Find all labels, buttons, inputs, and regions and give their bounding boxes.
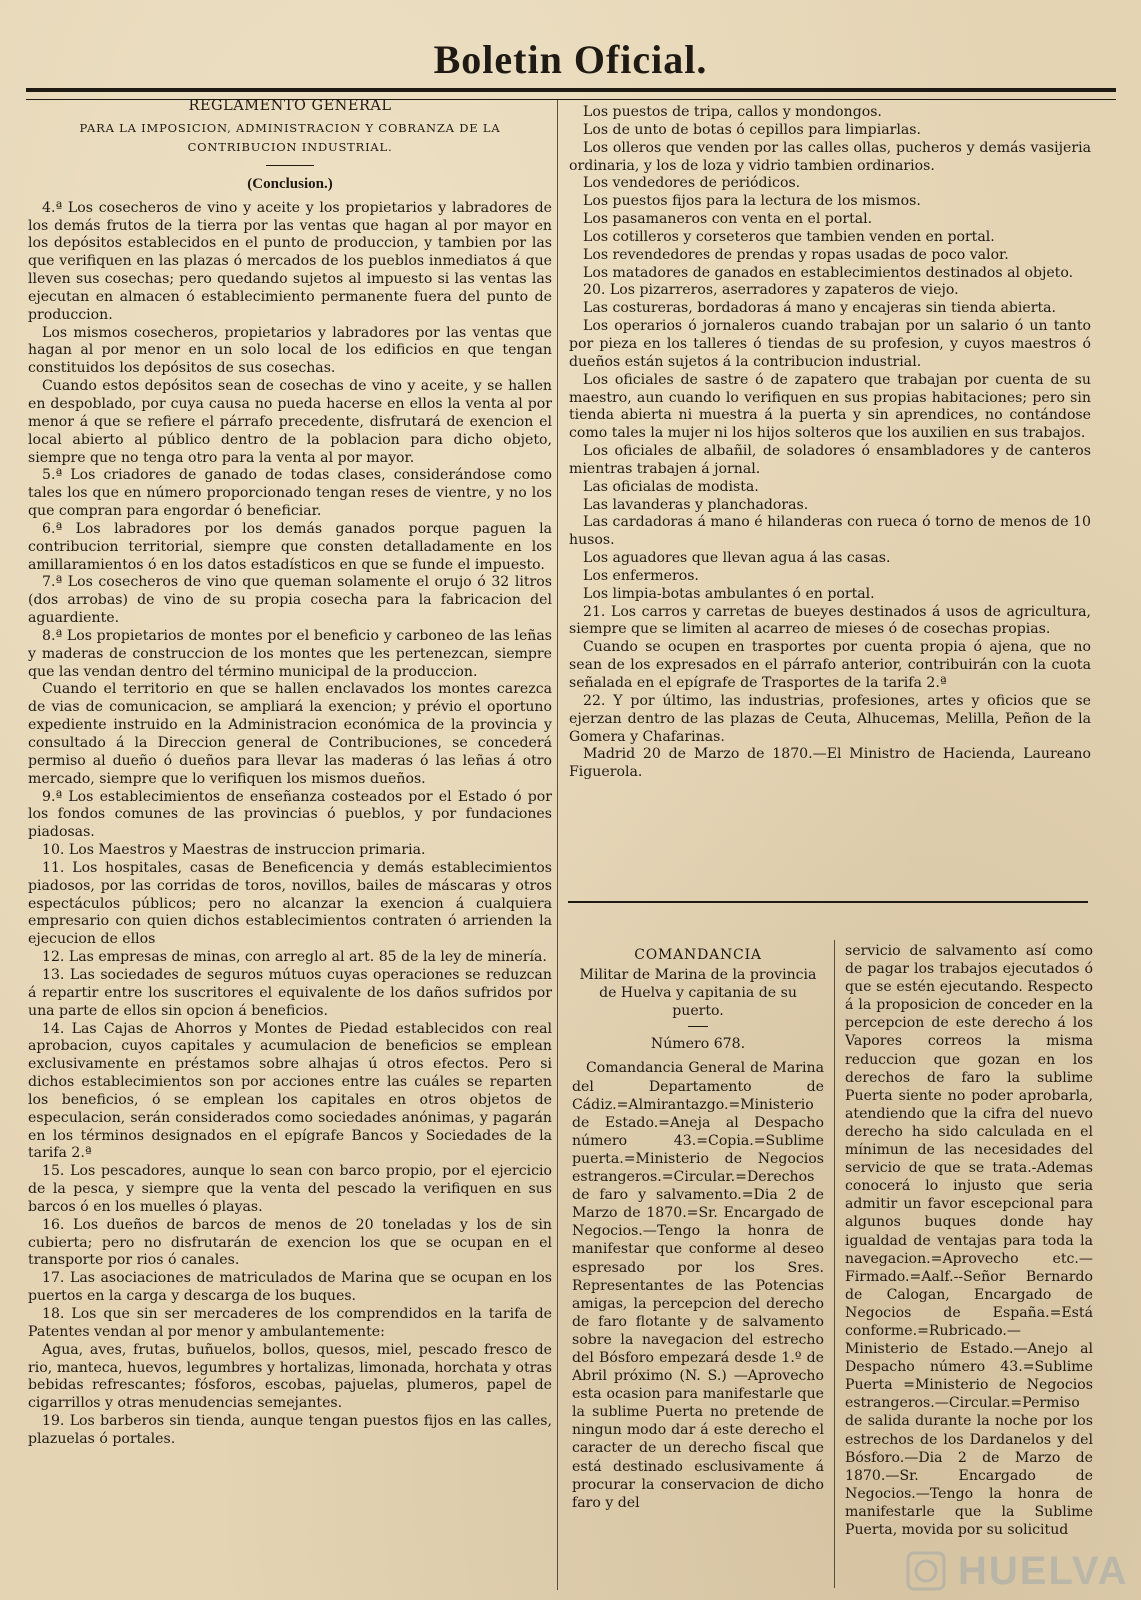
column-divider	[557, 100, 558, 1590]
conclusion-heading: (Conclusion.)	[247, 175, 333, 192]
article-paragraph: Los operarios ó jornaleros cuando trabajan por un salario ó un tanto por pieza en los talleres ó tiendas de su profesion, y cuyos maestros ó dueños están sujetos á la contribucion industrial.	[569, 318, 1091, 370]
masthead-title: Boletin Oficial.	[433, 37, 708, 82]
article-paragraph: 19. Los barberos sin tienda, aunque tengan puestos fijos en las calles, plazuelas ó portales.	[28, 1413, 552, 1447]
comandancia-number: Número 678.	[650, 1036, 746, 1053]
article-paragraph: Cuando el territorio en que se hallen enclavados los montes carezca de vias de comunicacion, se ampliará la exencion; y prévio el oportuno expediente instruido en la Administracion económica de la provincia y consultado á la Direccion general de Contribuciones, se concederá permiso al dueño ó dueños para llevar las maderas ó las leñas á otro mercado, siempre que lo verifiquen los mismos dueños.	[28, 681, 552, 787]
comandancia-left-column	[572, 946, 824, 1512]
article-paragraph: 21. Los carros y carretas de bueyes destinados á usos de agricultura, siempre que se limiten al acarreo de mieses ó de cosechas propias.	[569, 603, 1091, 638]
article-paragraph: 4.ª Los cosecheros de vino y aceite y los propietarios y labradores de los demás frutos de la tierra por las ventas que hagan al por mayor en los depósitos establecidos en el punto de produccion, y tambien por las que verifiquen en las plazas ó mercados de los pueblos inmediatos á que lleven sus cosechas; pero quedando sujetos al impuesto si las ventas las ejecutan en almacen ó establecimiento permanente fuera del punto de produccion.	[28, 199, 552, 323]
article-paragraph: Cuando se ocupen en trasportes por cuenta propia ó ajena, que no sean de los expresados en el párrafo anterior, contribuirán con la cuota señalada en el epígrafe de Trasportes de la tarifa 2.ª	[569, 639, 1091, 691]
article-paragraph: Los olleros que venden por las calles ollas, pucheros y demás vasijeria ordinaria, y los de loza y vidrio tambien ordinarios.	[569, 139, 1091, 174]
comandancia-text-right: servicio de salvamento así como de pagar los trabajos ejecutados ó que se estén ejecutando. Respecto á la proposicion de conceder en la percepcion de este derecho á los Vapores correos la misma reduccion que gozan en los derechos de faro la sublime Puerta siente no poder aprobarla, atendiendo que la cifra del nuevo derecho ha sido calculada en el mínimun de las necesidades del servicio de que se trata.-Ademas conocerá lo injusto que seria admitir un favor escepcional para algunos buques donde hay igualdad de ventajas para toda la navegacion.=Aprovecho etc.—Firmado.=Aalf.--Señor Bernardo de Calogan, Encargado de Negocios de España.=Está conforme.=Rubricado.—Ministerio de Estado.—Anejo al Despacho número 43.=Sublime Puerta =Ministerio de Negocios estrangeros.—Circular.=Permiso de salida durante la noche por los estrechos de los Dardanelos y del Bósforo.—Dia 2 de Marzo de 1870.—Sr. Encargado de Negocios.—Tengo la honra de manifestarle que la Sublime Puerta, movida por su solicitud	[845, 943, 1093, 1538]
article-paragraph: Agua, aves, frutas, buñuelos, bollos, quesos, miel, pescado fresco de rio, manteca, huevos, legumbres y hortalizas, limonada, horchata y otras bebidas refrescantes; fósforos, escobas, pajuelas, plumeros, papel de cigarrillos y otras menudencias semejantes.	[28, 1341, 552, 1412]
comandancia-subtitle: Militar de Marina de la provincia de Huelva y capitania de su puerto.	[579, 967, 817, 1020]
article-paragraph: Los pasamaneros con venta en el portal.	[583, 211, 873, 228]
section-separator	[568, 901, 1088, 903]
article-paragraph: Los oficiales de albañil, de soladores ó ensambladores y de canteros mientras trabajen á jornal.	[569, 443, 1091, 477]
article-paragraph: 22. Y por último, las industrias, profesiones, artes y oficios que se ejerzan dentro de las plazas de Ceuta, Alhucemas, Melilla, Peñon de la Gomera y Chafarinas.	[569, 692, 1091, 745]
article-paragraph: Los puestos fijos para la lectura de los mismos.	[583, 193, 921, 210]
article-paragraph: 20. Los pizarreros, aserradores y zapateros de viejo.	[583, 282, 959, 299]
article-paragraph: Los enfermeros.	[583, 567, 699, 584]
article-paragraph: 15. Los pescadores, aunque lo sean con barco propio, por el ejercicio de la pesca, y siempre que la venta del pescado la verifiquen en sus barcos ó en los muelles ó playas.	[28, 1163, 552, 1215]
article-paragraph: Los cotilleros y corseteros que tambien venden en portal.	[583, 228, 995, 245]
comandancia-title: COMANDANCIA	[634, 947, 762, 963]
huelva-watermark	[904, 1545, 1134, 1597]
article-paragraph: Los mismos cosecheros, propietarios y labradores por las ventas que hagan al por menor en un solo local de los edificios en que tengan constituidos los depósitos de sus cosechas.	[28, 324, 552, 377]
article-paragraph: 8.ª Los propietarios de montes por el beneficio y carboneo de las leñas y maderas de construccion de los montes que les pertenezcan, siempre que las vendan dentro del término municipal de la produccion.	[28, 627, 552, 680]
article-paragraph: 7.ª Los cosecheros de vino que queman solamente el orujo ó 32 litros (dos arrobas) de vino de su propia cosecha para la fabricacion del aguardiente.	[28, 574, 552, 627]
article-paragraph: Las oficialas de modista.	[583, 478, 759, 495]
article-paragraph: Las cardadoras á mano é hilanderas con rueca ó torno de menos de 10 husos.	[569, 514, 1091, 549]
article-paragraph: Los limpia-botas ambulantes ó en portal.	[583, 585, 875, 602]
watermark-text: HUELVA	[958, 1548, 1129, 1593]
article-paragraph: Los matadores de ganados en establecimientos destinados al objeto.	[583, 264, 1074, 281]
article-paragraph: 18. Los que sin ser mercaderes de los comprendidos en la tarifa de Patentes vendan al por menor y ambulantemente:	[28, 1306, 552, 1340]
article-paragraph: 17. Las asociaciones de matriculados de Marina que se ocupan en los puertos en la carga y descarga de los buques.	[28, 1270, 552, 1305]
article-paragraph: 13. Las sociedades de seguros mútuos cuyas operaciones se reduzcan á repartir entre los suscritores el equivalente de los daños sufridos por una parte de ellos sin opcion á beneficios.	[28, 966, 552, 1019]
comandancia-divider	[834, 940, 835, 1588]
article-paragraph: 16. Los dueños de barcos de menos de 20 toneladas y los de sin cubierta; pero no disfrutarán de exencion los que se ocupan en el transporte por rios ó canales.	[28, 1216, 552, 1269]
article-paragraph: Las lavanderas y planchadoras.	[583, 496, 809, 513]
title-rule	[266, 165, 314, 166]
right-column	[569, 104, 1091, 782]
article-paragraph: Las costureras, bordadoras á mano y encajeras sin tienda abierta.	[583, 300, 1057, 317]
article-paragraph: 6.ª Los labradores por los demás ganados porque paguen la contribucion territorial, siempre que consten detalladamente en los amillaramientos ó en los datos estadísticos en que se funde el impuesto.	[28, 520, 552, 573]
article-paragraph: Los revendedores de prendas y ropas usadas de poco valor.	[583, 246, 1009, 263]
minister-signature: Madrid 20 de Marzo de 1870.—El Ministro de Hacienda, Laureano Figuerola.	[569, 746, 1091, 781]
article-paragraph: 11. Los hospitales, casas de Beneficencia y demás establecimientos piadosos, por las corridas de toros, novillos, bailes de máscaras y otros espectáculos públicos; pero no alcanzar la exencion á cualquiera empresario con quien dichos establecimientos contraten ó arrienden la ejecucion de ellos	[28, 859, 552, 948]
crest-icon	[904, 1549, 948, 1593]
comandancia-right-column	[845, 942, 1093, 1539]
left-column	[28, 98, 552, 1449]
article-paragraph: Los puestos de tripa, callos y mondongos.	[583, 104, 882, 120]
comandancia-rule	[688, 1026, 708, 1027]
regulation-title: REGLAMENTO GENERAL	[188, 98, 392, 114]
article-paragraph: Cuando estos depósitos sean de cosechas de vino y aceite, y se hallen en despoblado, por cuya causa no pueda hacerse en ellos la venta al por menor á que se refiere el párrafo precedente, disfrutará de exencion el local abierto al público dentro de la poblacion para dicho objeto, siempre que no tenga otro para la venta al por mayor.	[28, 378, 552, 466]
regulation-subtitle: PARA LA IMPOSICION, ADMINISTRACION Y COBRANZA DE LA CONTRIBUCION INDUSTRIAL.	[79, 120, 501, 154]
article-paragraph: 10. Los Maestros y Maestras de instruccion primaria.	[42, 842, 426, 859]
article-paragraph: 14. Las Cajas de Ahorros y Montes de Piedad establecidos con real aprobacion, cuyos capitales y acumulacion de beneficios se emplean exclusivamente en préstamos sobre alhajas ú otros efectos. Pero si dichos establecimientos son por acciones entre las cuáles se reparten los beneficios, ó se emplean los capitales en otros objetos de especulacion, serán considerados como sociedades anónimas, y pagarán en los términos designados en el epígrafe Bancos y Sociedades de la tarifa 2.ª	[28, 1020, 552, 1162]
article-paragraph: Los de unto de botas ó cepillos para limpiarlas.	[583, 121, 921, 138]
article-paragraph: Los aguadores que llevan agua á las casas.	[583, 550, 891, 567]
article-paragraph: 5.ª Los criadores de ganado de todas clases, considerándose como tales los que en número proporcionado tengan reses de vientre, y no los que compran para engordar ó beneficiar.	[28, 467, 552, 520]
article-paragraph: Los oficiales de sastre ó de zapatero que trabajan por cuenta de su maestro, aun cuando lo verifiquen en sus propias habitaciones; pero sin tienda abierta ni muestra á la puerta y sin aprendices, no contándose como tales la mujer ni los hijos solteros que los auxilien en sus trabajos.	[569, 371, 1091, 442]
article-paragraph: Los vendedores de periódicos.	[583, 175, 801, 192]
article-paragraph: 12. Las empresas de minas, con arreglo al art. 85 de la ley de minería.	[42, 949, 547, 966]
comandancia-text-left: Comandancia General de Marina del Departamento de Cádiz.=Almirantazgo.=Ministerio de Estado.=Aneja al Despacho número 43.=Copia.=Sublime puerta.=Ministerio de Negocios estrangeros.=Circular.=Derechos de faro y salvamento.=Dia 2 de Marzo de 1870.=Sr. Encargado de Negocios.—Tengo la honra de manifestar que conforme al deseo espresado por los Sres. Representantes de las Potencias amigas, la percepcion del derecho de faro flotante y de salvamento sobre la navegacion del estrecho del Bósforo empezará desde 1.º de Abril próximo (N. S.) —Aprovecho esta ocasion para manifestarle que la sublime Puerta no pretende de ningun modo dar á este derecho el caracter de un derecho fiscal que está destinado esclusivamente á procurar la conservacion de dicho faro y del	[572, 1060, 824, 1511]
article-paragraph: 9.ª Los establecimientos de enseñanza costeados por el Estado ó por los fondos comunes de las provincias ó pueblos, y por fundaciones piadosas.	[28, 788, 552, 841]
